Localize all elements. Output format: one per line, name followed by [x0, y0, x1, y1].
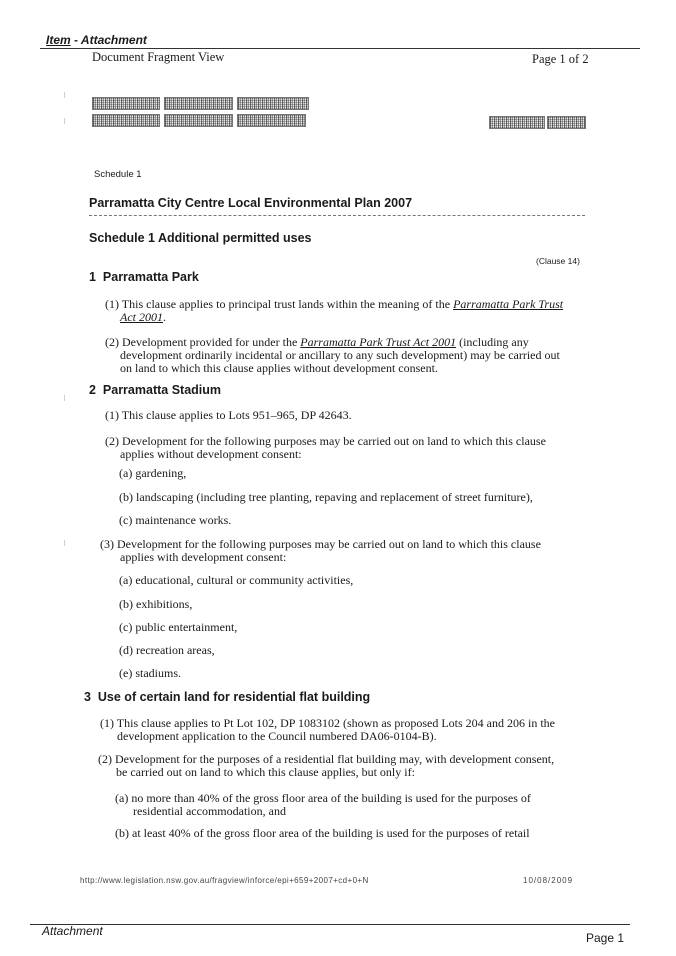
item-text: maintenance works. [135, 513, 232, 527]
para-line: This clause applies to Pt Lot 102, DP 1083102 (shown as proposed Lots 204 and 206 in the [116, 716, 555, 730]
section-title: Parramatta Park [102, 270, 199, 284]
para-label: (1) [105, 408, 119, 422]
clause-reference: (Clause 14) [536, 256, 580, 266]
para-line: be carried out on land to which this clause applies, but only if: [116, 765, 415, 779]
redacted-block-7 [489, 116, 545, 129]
s2-p3-item-b [119, 598, 192, 611]
s3-item-b [115, 827, 595, 840]
item-line: no more than 40% of the gross floor area of the building is used for the purposes of [131, 791, 531, 805]
section-1-heading [89, 270, 199, 284]
s3-paragraph-2 [98, 753, 595, 779]
para-line: applies without development consent: [120, 447, 302, 461]
redacted-block-5 [164, 114, 233, 127]
schedule-label: Schedule 1 [94, 169, 142, 180]
footer-date: 10/08/2009 [523, 876, 574, 885]
para-line: on land to which this clause applies without development consent. [120, 361, 438, 375]
item-label: (c) [119, 620, 133, 634]
item-line: residential accommodation, and [133, 804, 286, 818]
s2-paragraph-3 [100, 538, 595, 564]
para-label: (1) [105, 297, 119, 311]
item-text: public entertainment, [135, 620, 238, 634]
plan-title: Parramatta City Centre Local Environmental Plan 2007 [89, 196, 413, 210]
item-text: stadiums. [135, 666, 181, 680]
s2-paragraph-2 [105, 435, 595, 461]
section-title: Parramatta Stadium [102, 383, 222, 397]
para-text: This clause applies to principal trust lands within the meaning of the [121, 297, 454, 311]
para-label: (2) [105, 335, 119, 349]
para-text: Development provided for under the [122, 335, 301, 349]
page-footer: Page 1 [586, 931, 625, 945]
top-rule [40, 48, 640, 49]
item-label: (a) [119, 573, 133, 587]
act-link-cont[interactable]: Act 2001 [120, 310, 163, 324]
para-line: development application to the Council numbered DA06-0104-B). [117, 729, 437, 743]
para-line: Development for the purposes of a residential flat building may, with development consent, [115, 752, 555, 766]
item-prefix: Item [46, 33, 71, 47]
item-text: recreation areas, [136, 643, 215, 657]
schedule-heading: Schedule 1 Additional permitted uses [89, 231, 312, 245]
s3-item-a [115, 792, 595, 818]
redacted-block-1 [92, 97, 160, 110]
item-text: landscaping (including tree planting, repaving and replacement of street furniture), [136, 490, 533, 504]
para-line: applies with development consent: [120, 550, 287, 564]
title-rule [89, 215, 585, 216]
s2-paragraph-1 [105, 409, 595, 422]
item-line: at least 40% of the gross floor area of the building is used for the purposes of retail [132, 826, 530, 840]
para-line: Development for the following purposes may be carried out on land to which this clause [117, 537, 541, 551]
para-label: (3) [100, 537, 114, 551]
bottom-rule [30, 924, 630, 925]
item-label: (d) [119, 643, 133, 657]
item-label: (b) [119, 597, 133, 611]
para-line: Development for the following purposes may be carried out on land to which this clause [122, 434, 546, 448]
para-text: This clause applies to Lots 951–965, DP 42643. [121, 408, 352, 422]
s1-paragraph-1 [105, 298, 595, 324]
s3-paragraph-1 [100, 717, 595, 743]
para-line: development ordinarily incidental or ancillary to any such development) may be carried out [120, 348, 560, 362]
redacted-block-4 [92, 114, 160, 127]
s1-paragraph-2 [105, 336, 595, 375]
item-label: (b) [115, 826, 129, 840]
para-label: (2) [98, 752, 112, 766]
section-3-heading [84, 690, 370, 704]
para-label: (2) [105, 434, 119, 448]
act-link[interactable]: Parramatta Park Trust [453, 297, 564, 311]
redacted-block-3 [237, 97, 309, 110]
s2-p2-item-c [119, 514, 231, 527]
section-title: Use of certain land for residential flat building [97, 690, 371, 704]
section-2-heading [89, 383, 221, 397]
footer-url: http://www.legislation.nsw.gov.au/fragview/inforce/epi+659+2007+cd+0+N [80, 876, 369, 885]
section-number: 3 [84, 690, 91, 704]
margin-mark [64, 395, 65, 401]
act-link[interactable]: Parramatta Park Trust Act 2001 [300, 335, 457, 349]
document-fragment-view-label: Document Fragment View [92, 50, 225, 64]
para-label: (1) [100, 716, 114, 730]
section-number: 2 [89, 383, 96, 397]
margin-mark [64, 118, 65, 124]
section-number: 1 [89, 270, 96, 284]
page-of-label: Page 1 of 2 [532, 52, 589, 66]
margin-mark [64, 540, 65, 546]
para-end: . [163, 310, 166, 324]
s2-p3-item-a [119, 574, 353, 587]
attachment-footer: Attachment [42, 924, 103, 938]
redacted-block-2 [164, 97, 233, 110]
s2-p2-item-b [119, 491, 533, 504]
s2-p3-item-c [119, 621, 237, 634]
item-suffix: - Attachment [70, 33, 147, 47]
s2-p2-item-a [119, 467, 186, 480]
item-label: (b) [119, 490, 133, 504]
item-label: (a) [119, 466, 133, 480]
redacted-block-8 [547, 116, 586, 129]
item-text: exhibitions, [136, 597, 193, 611]
margin-mark [64, 92, 65, 98]
item-label: (c) [119, 513, 133, 527]
s2-p3-item-d [119, 644, 215, 657]
item-attachment-header [46, 33, 147, 47]
s2-p3-item-e [119, 667, 181, 680]
item-text: gardening, [135, 466, 187, 480]
item-text: educational, cultural or community activities, [135, 573, 354, 587]
item-label: (a) [115, 791, 129, 805]
redacted-block-6 [237, 114, 306, 127]
para-text-cont: (including any [456, 335, 529, 349]
item-label: (e) [119, 666, 133, 680]
